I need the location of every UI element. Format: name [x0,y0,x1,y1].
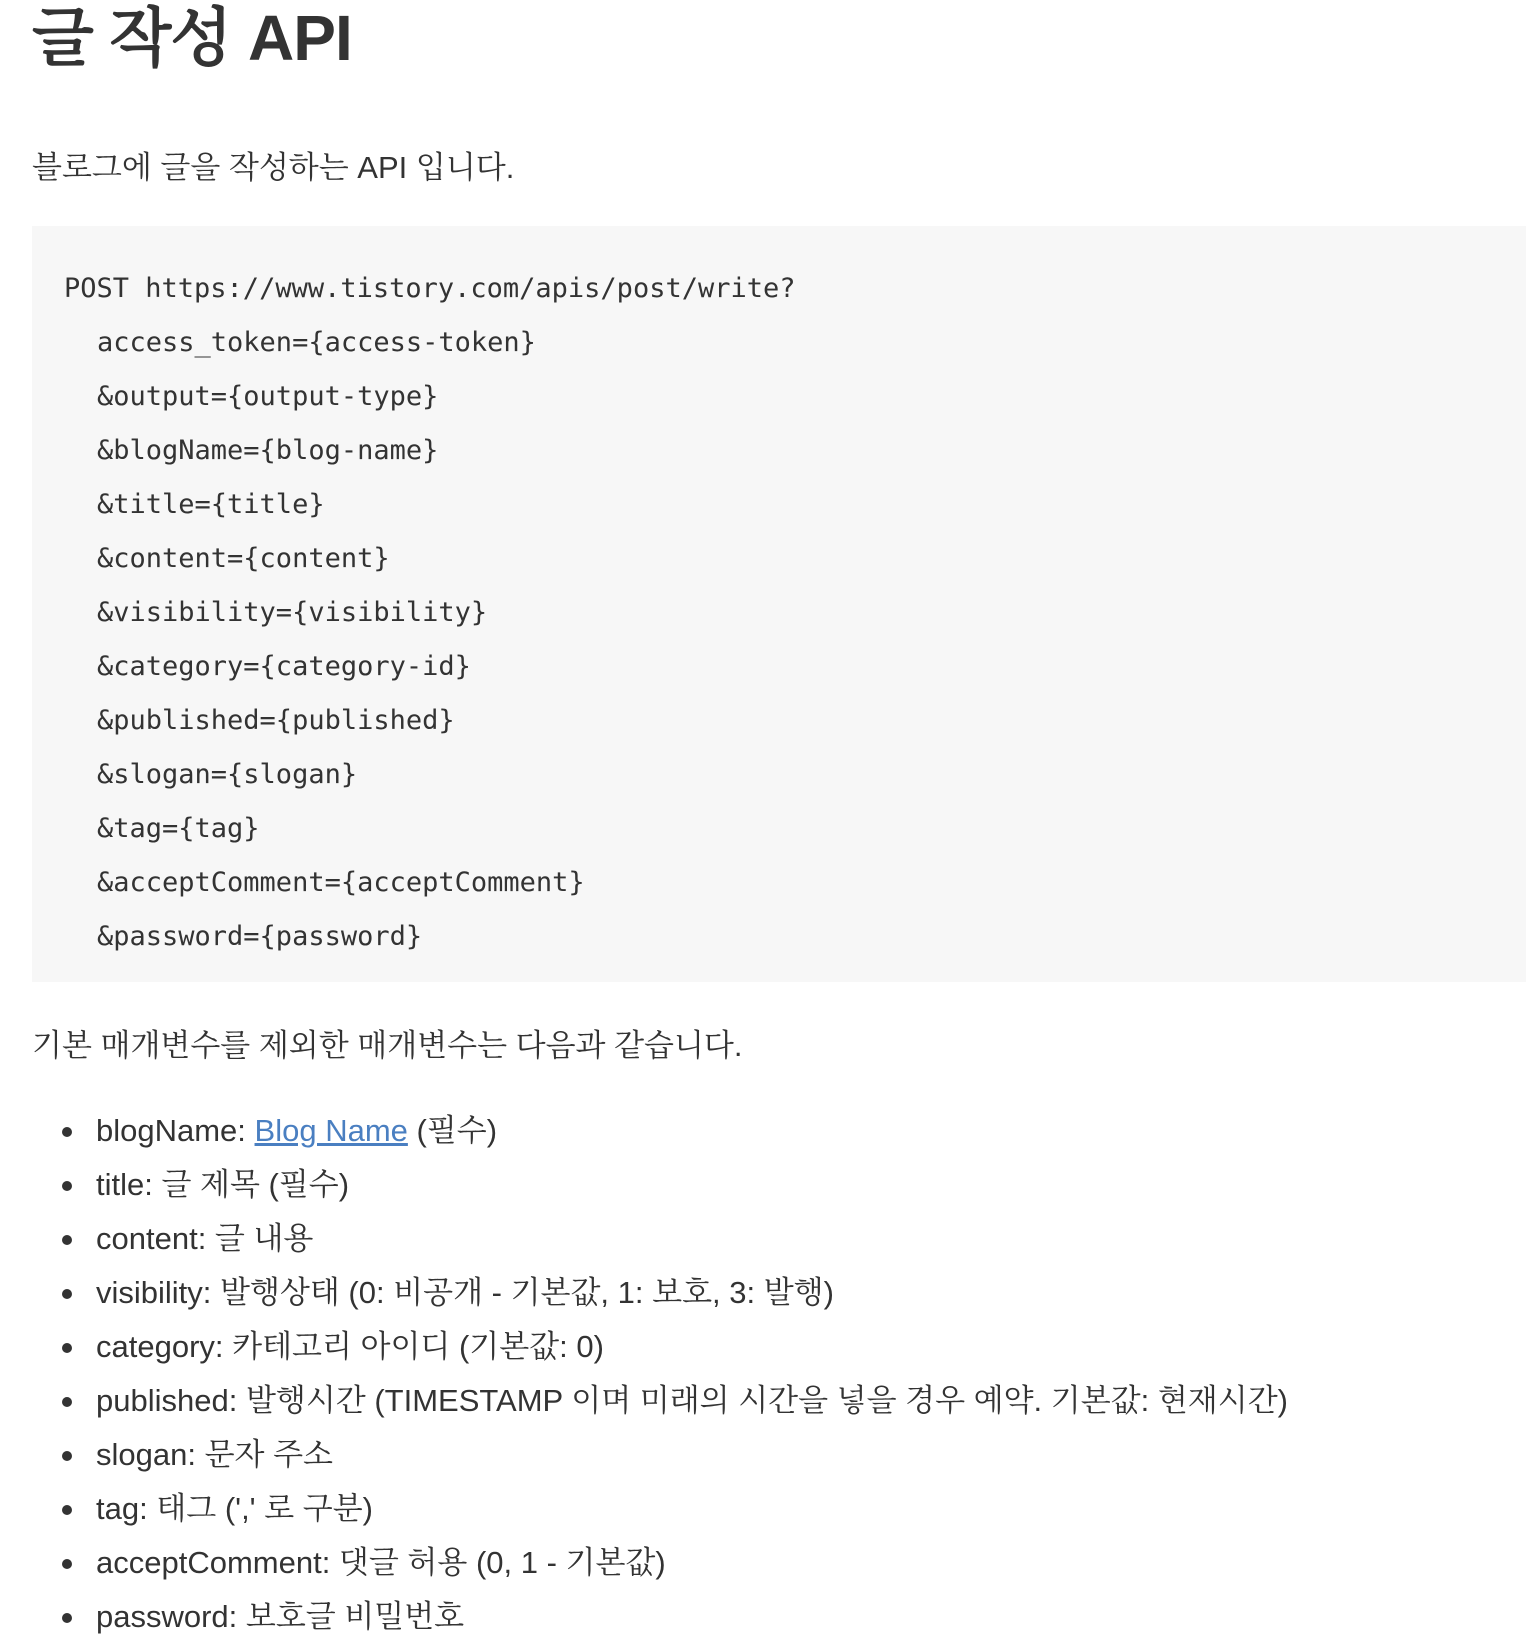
list-item [32,1324,1288,1378]
code-line-published: &published={published} [97,705,455,736]
param-tag: tag: 태그 (',' 로 구분) [96,1491,373,1526]
bullet-icon [62,1613,72,1623]
code-line-password: &password={password} [97,921,423,952]
code-line-output: &output={output-type} [97,381,439,412]
list-item [32,1486,1288,1540]
bullet-icon [62,1451,72,1461]
page-title: 글 작성 API [32,2,352,74]
list-item [32,1216,1288,1270]
list-item [32,1108,1288,1162]
bullet-icon [62,1235,72,1245]
bullet-icon [62,1181,72,1191]
param-title: title: 글 제목 (필수) [96,1167,350,1202]
code-line-visibility: &visibility={visibility} [97,597,488,628]
code-line-accept-comment: &acceptComment={acceptComment} [97,867,585,898]
param-content: content: 글 내용 [96,1221,314,1256]
params-intro-text: 기본 매개변수를 제외한 매개변수는 다음과 같습니다. [32,1028,743,1063]
code-line-category: &category={category-id} [97,651,471,682]
param-blogname-prefix: blogName: [96,1113,255,1148]
code-block [32,226,1526,982]
bullet-icon [62,1559,72,1569]
bullet-icon [62,1343,72,1353]
bullet-icon [62,1127,72,1137]
intro-text: 블로그에 글을 작성하는 API 입니다. [32,150,515,185]
blog-name-link[interactable]: Blog Name [254,1113,408,1148]
param-blogname-suffix: (필수) [407,1113,498,1148]
bullet-icon [62,1505,72,1515]
param-category: category: 카테고리 아이디 (기본값: 0) [96,1329,604,1364]
param-slogan: slogan: 문자 주소 [96,1437,333,1472]
code-line-blogname: &blogName={blog-name} [97,435,439,466]
param-visibility: visibility: 발행상태 (0: 비공개 - 기본값, 1: 보호, 3: 발행) [96,1275,834,1310]
list-item [32,1540,1288,1594]
code-content [64,262,796,964]
bullet-icon [62,1397,72,1407]
code-line-content: &content={content} [97,543,390,574]
list-item [32,1270,1288,1324]
param-password: password: 보호글 비밀번호 [96,1599,465,1634]
list-item [32,1594,1288,1648]
bullet-icon [62,1289,72,1299]
list-item [32,1432,1288,1486]
code-line-title: &title={title} [97,489,325,520]
list-item [32,1378,1288,1432]
param-accept-comment: acceptComment: 댓글 허용 (0, 1 - 기본값) [96,1545,666,1580]
params-list [32,1108,1288,1648]
param-published: published: 발행시간 (TIMESTAMP 이며 미래의 시간을 넣을 경우 예약. 기본값: 현재시간) [96,1383,1288,1418]
code-line-slogan: &slogan={slogan} [97,759,358,790]
code-line-access-token: access_token={access-token} [97,327,536,358]
code-line-tag: &tag={tag} [97,813,260,844]
list-item [32,1162,1288,1216]
code-line-endpoint: POST https://www.tistory.com/apis/post/write? [64,273,796,304]
